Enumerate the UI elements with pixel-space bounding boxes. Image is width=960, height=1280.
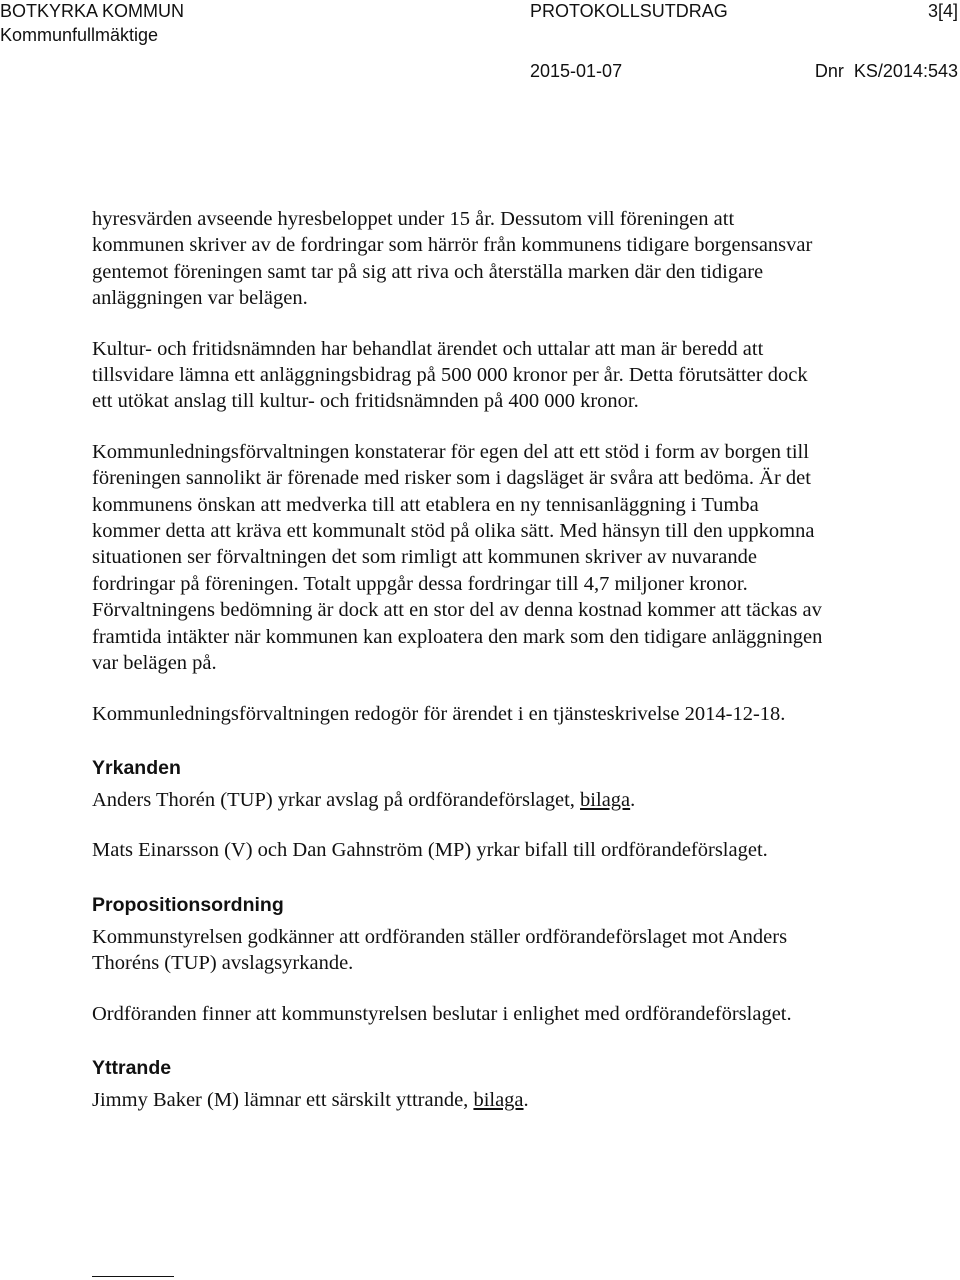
motion-thoren-text: Anders Thorén (TUP) yrkar avslag på ordförandeförslaget, [92,788,581,811]
paragraph-statement-baker [92,1087,826,1113]
paragraph-motion-thoren [92,787,826,813]
diary-number-label: Dnr [814,61,844,81]
paragraph-proposition-order: Kommunstyrelsen godkänner att ordföranden ställer ordförandeförslaget mot Anders Thoréns (TUP) avslagsyrkande. [92,925,788,975]
paragraph-culture-committee: Kultur- och fritidsnämnden har behandlat ärendet och uttalar att man är beredd att tillsvidare lämna ett anläggningsbidrag på 500 000 kronor per år. Detta förutsätter dock ett utökat anslag till kultur- och fritidsnämnden på 400 000 kronor. [92,337,808,413]
paragraph-motion-einarsson: Mats Einarsson (V) och Dan Gahnström (MP) yrkar bifall till ordförandeförslaget. [92,839,768,862]
attachment-link[interactable]: bilaga [473,1088,524,1111]
diary-number [815,60,958,82]
diary-number-value: KS/2014:543 [853,61,958,81]
committee-name: Kommunfullmäktige [0,25,159,45]
paragraph-background: hyresvärden avseende hyresbeloppet under 15 år. Dessutom vill föreningen att kommunen skriver av de fordringar som härrör från kommunens tidigare borgensansvar gentemot föreningen samt tar på sig att riva och återställa marken där den tidigare anläggningen var belägen. [92,208,813,310]
motion-thoren-end: . [630,788,636,811]
paragraph-administration-assessment: Kommunledningsförvaltningen konstaterar för egen del att ett stöd i form av borgen till föreningen sannolikt är förenade med risker som i dagsläget är svåra att bedöma. Är det kommunens önskan att medverka till att etablera en ny tennisanläggning i Tumba kommer detta att kräva ett kommunalt stöd på olika sätt. Med hänsyn till den uppkomna situationen ser förvaltningen det som rimligt att kommunen skriver av nuvarande fordringar på föreningen. Totalt uppgår dessa fordringar till 4,7 miljoner kronor. Förvaltningens bedömning är dock att en stor del av denna kostnad kommer att täckas av framtida intäkter när kommunen kan exploatera den mark som den tidigare anläggningen var belägen på. [92,440,823,675]
document-body [92,206,826,1137]
attachment-link[interactable]: bilaga [580,788,631,811]
meeting-date: 2015-01-07 [530,61,623,81]
page-number: 3[4] [927,1,958,21]
paragraph-chair-decision: Ordföranden finner att kommunstyrelsen beslutar i enlighet med ordförandeförslaget. [92,1002,792,1025]
footnote-separator [92,1276,174,1277]
statement-baker-text: Jimmy Baker (M) lämnar ett särskilt yttrande, [92,1088,474,1111]
statement-baker-end: . [523,1088,529,1111]
organization-name: BOTKYRKA KOMMUN [0,1,185,21]
section-heading-propositionsordning: Propositionsordning [92,893,284,916]
section-heading-yrkanden: Yrkanden [92,756,181,779]
section-heading-yttrande: Yttrande [92,1056,172,1079]
document-type: PROTOKOLLSUTDRAG [530,1,728,21]
paragraph-official-report: Kommunledningsförvaltningen redogör för ärendet i en tjänsteskrivelse 2014-12-18. [92,702,786,725]
